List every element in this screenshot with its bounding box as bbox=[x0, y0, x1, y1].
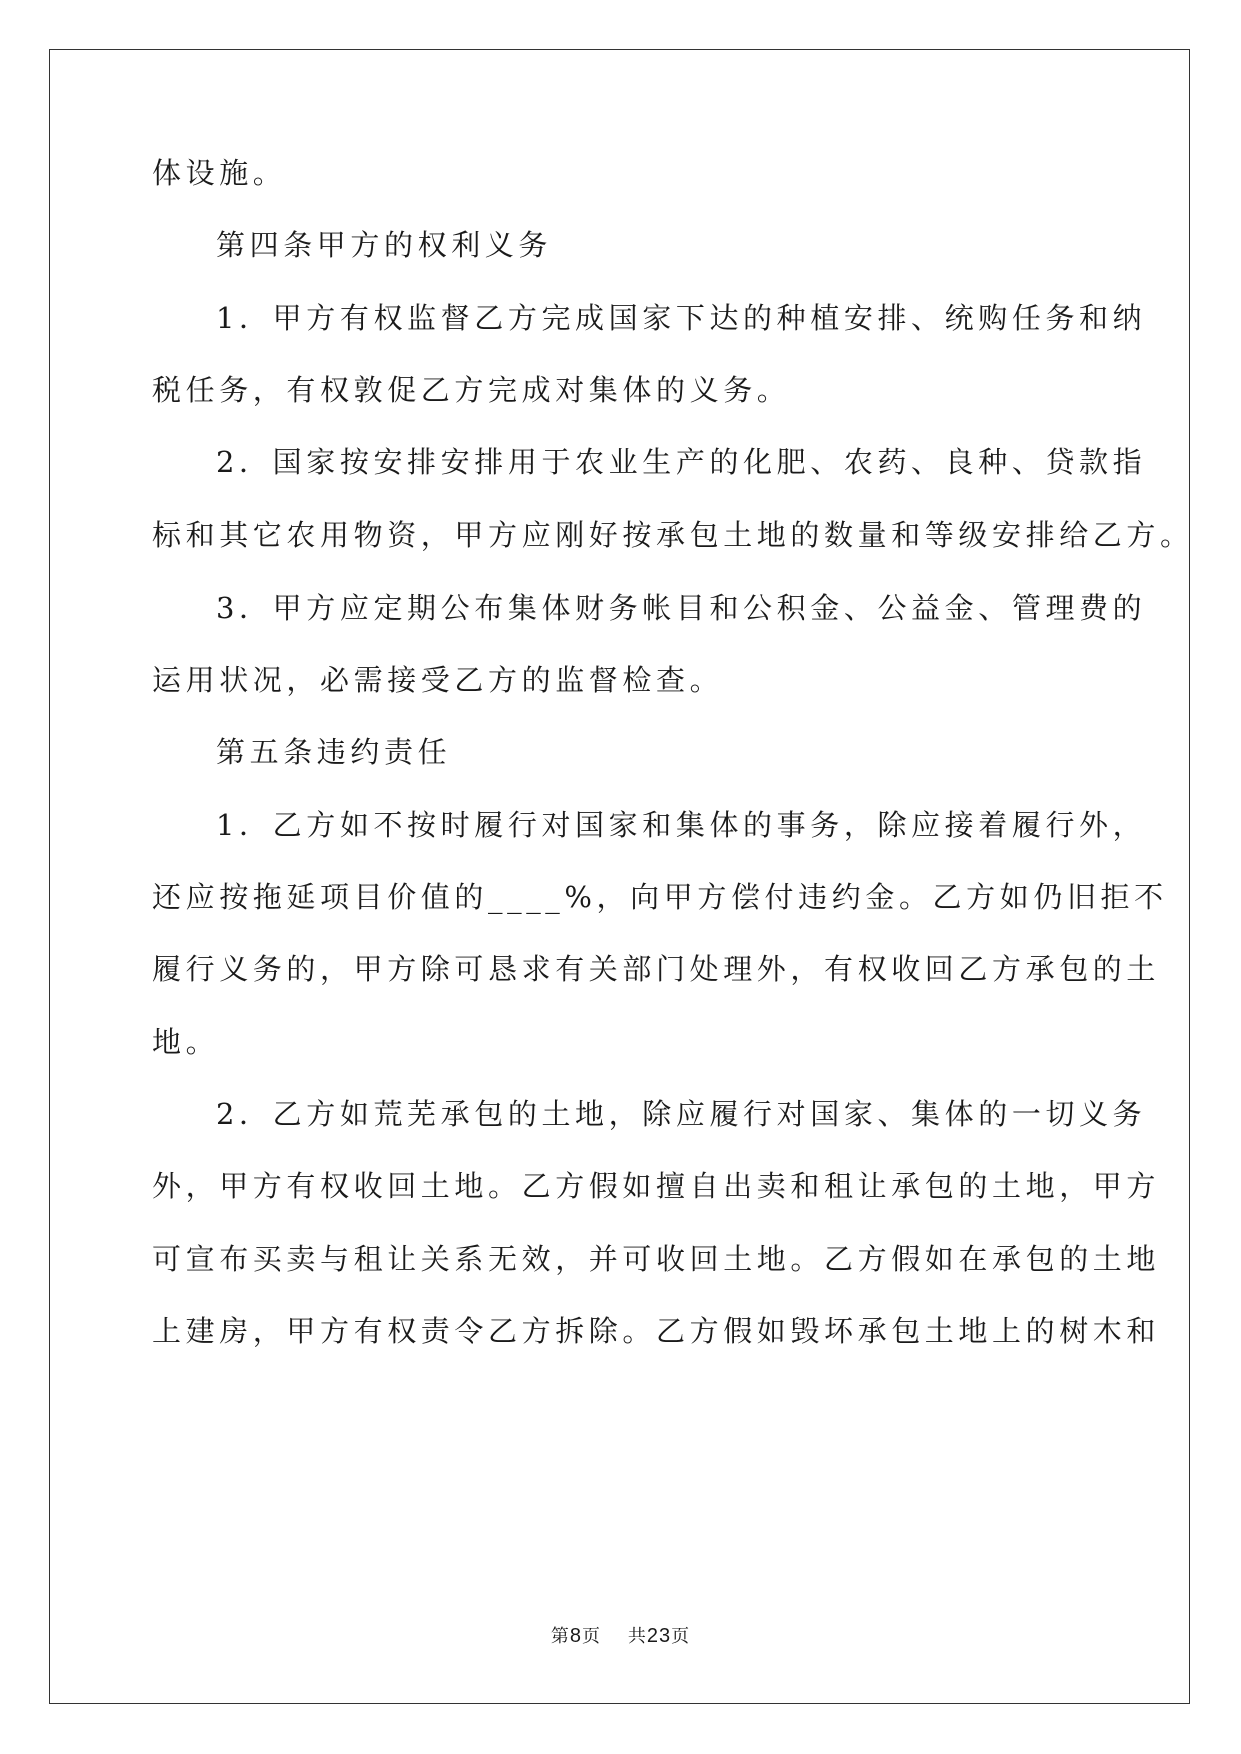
footer-page-unit: 页 bbox=[581, 1626, 601, 1647]
text-line-6: 标和其它农用物资，甲方应刚好按承包土地的数量和等级安排给乙方。 bbox=[152, 518, 1194, 552]
text-line-15: 外，甲方有权收回土地。乙方假如擅自出卖和租让承包的土地，甲方 bbox=[152, 1169, 1161, 1203]
page-frame bbox=[49, 49, 1190, 1704]
text-line-3: 1．甲方有权监督乙方完成国家下达的种植安排、统购任务和纳 bbox=[216, 301, 1147, 335]
current-page-number: 8 bbox=[569, 1625, 582, 1647]
text-line-1: 体设施。 bbox=[152, 156, 287, 190]
text-line-11: 还应按拖延项目价值的____%，向甲方偿付违约金。乙方如仍旧拒不 bbox=[152, 880, 1168, 914]
text-line-13: 地。 bbox=[152, 1025, 220, 1059]
section-heading-4: 第四条甲方的权利义务 bbox=[216, 228, 553, 262]
text-line-17: 上建房，甲方有权责令乙方拆除。乙方假如毁坏承包土地上的树木和 bbox=[152, 1314, 1161, 1348]
text-line-5: 2．国家按安排安排用于农业生产的化肥、农药、良种、贷款指 bbox=[216, 445, 1147, 479]
footer-prefix: 第 bbox=[550, 1626, 570, 1647]
text-line-14: 2．乙方如荒芜承包的土地，除应履行对国家、集体的一切义务 bbox=[216, 1097, 1147, 1131]
total-page-count: 23 bbox=[646, 1625, 672, 1647]
text-line-7: 3．甲方应定期公布集体财务帐目和公积金、公益金、管理费的 bbox=[216, 591, 1147, 625]
text-line-10: 1．乙方如不按时履行对国家和集体的事务，除应接着履行外， bbox=[216, 808, 1147, 842]
footer-total-unit: 页 bbox=[671, 1626, 691, 1647]
text-line-4: 税任务，有权敦促乙方完成对集体的义务。 bbox=[152, 373, 791, 407]
footer-total-prefix: 共 bbox=[627, 1626, 647, 1647]
page-footer bbox=[0, 1622, 1241, 1648]
text-line-8: 运用状况，必需接受乙方的监督检查。 bbox=[152, 663, 724, 697]
section-heading-5: 第五条违约责任 bbox=[216, 735, 452, 769]
text-line-16: 可宣布买卖与租让关系无效，并可收回土地。乙方假如在承包的土地 bbox=[152, 1242, 1161, 1276]
text-line-12: 履行义务的，甲方除可恳求有关部门处理外，有权收回乙方承包的土 bbox=[152, 952, 1161, 986]
